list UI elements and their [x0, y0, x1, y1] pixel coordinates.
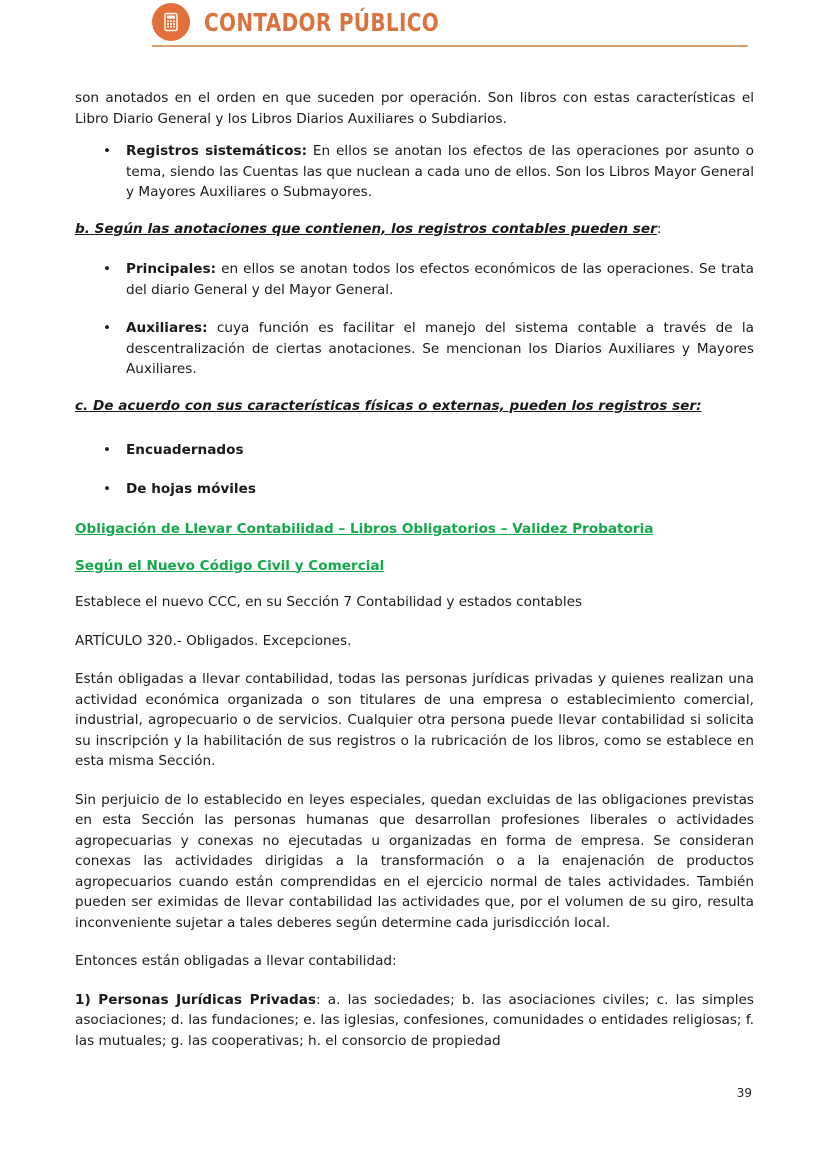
- heading-b-colon: :: [656, 220, 662, 237]
- bullet-glyph: •: [103, 261, 112, 277]
- heading-c-marker: c.: [75, 397, 89, 414]
- bullet-glyph: •: [103, 143, 112, 159]
- bullet-glyph: •: [103, 442, 112, 458]
- header-divider: [152, 45, 748, 47]
- bullet-glyph: •: [103, 480, 112, 497]
- item-text-personas-juridicas: : a. las sociedades; b. las asociaciones civiles; c. las simples asociaciones; d. las fundaciones; e. las iglesias, confesiones, comunidades o entidades religiosas; f. las mutuales; g. las cooperativas; h. el consorcio de propiedad: [75, 991, 754, 1049]
- page-header: [0, 0, 828, 56]
- list-item: [75, 440, 754, 461]
- section-heading-obligacion: Obligación de Llevar Contabilidad – Libros Obligatorios – Validez Probatoria: [75, 521, 654, 537]
- list-item: [75, 259, 754, 300]
- list-item-label: Auxiliares:: [126, 320, 208, 336]
- page-number: 39: [736, 1086, 752, 1100]
- heading-c: [75, 396, 754, 417]
- list-item: [75, 318, 754, 380]
- paragraph-continued: son anotados en el orden en que suceden por operación. Son libros con estas características el Libro Diario General y los Libros Diarios Auxiliares o Subdiarios.: [75, 90, 754, 127]
- heading-b-marker: b.: [75, 220, 90, 237]
- paragraph-sin-perjuicio: Sin perjuicio de lo establecido en leyes especiales, quedan excluidas de las obligaciones previstas en esta Sección las personas humanas que desarrollan profesiones liberales o actividades agropecuarias y conexas no ejecutadas u organizadas en forma de empresa. Se consideran conexas las actividades dirigidas a la transformación o a la enajenación de productos agropecuarios cuando están comprendidas en el ejercicio normal de tales actividades. También pueden ser eximidas de llevar contabilidad las actividades que, por el volumen de su giro, resulta inconveniente sujetar a tales deberes según determine cada jurisdicción local.: [75, 791, 754, 931]
- section-heading-codigo: Según el Nuevo Código Civil y Comercial: [75, 557, 385, 574]
- bullet-glyph: •: [103, 320, 112, 336]
- calculator-icon: [152, 3, 190, 41]
- list-item-text: en ellos se anotan todos los efectos económicos de las operaciones. Se trata del diario General y del Mayor General.: [126, 261, 754, 298]
- bullet-list-registros: [75, 141, 754, 203]
- heading-b-text: Según las anotaciones que contienen, los registros contables pueden ser: [94, 220, 657, 237]
- brand-title: CONTADOR PÚBLICO: [204, 7, 440, 37]
- heading-c-text: De acuerdo con sus características físicas o externas, pueden los registros ser:: [92, 397, 702, 414]
- item-label-personas-juridicas: 1) Personas Jurídicas Privadas: [75, 991, 316, 1008]
- paragraph-establece: Establece el nuevo CCC, en su Sección 7 Contabilidad y estados contables: [75, 594, 583, 610]
- list-item-label: Encuadernados: [126, 442, 244, 458]
- paragraph-articulo-320: ARTÍCULO 320.- Obligados. Excepciones.: [75, 632, 352, 649]
- list-item: [75, 479, 754, 500]
- header-brand: [152, 2, 748, 42]
- list-item-label: Principales:: [126, 261, 217, 277]
- list-item-label: Registros sistemáticos:: [126, 143, 308, 159]
- bullet-list-anotaciones: [75, 259, 754, 380]
- paragraph-entonces: Entonces están obligadas a llevar contabilidad:: [75, 953, 397, 969]
- paragraph-estan-obligadas: Están obligadas a llevar contabilidad, todas las personas jurídicas privadas y quienes realizan una actividad económica organizada o son titulares de una empresa o establecimiento comercial, industrial, agropecuario o de servicios. Cualquier otra persona puede llevar contabilidad si solicita su inscripción y la habilitación de sus registros o la rubricación de los libros, como se establece en esta misma Sección.: [75, 671, 754, 769]
- bullet-list-fisicas: [75, 440, 754, 499]
- list-item-text: En ellos se anotan los efectos de las operaciones por asunto o tema, siendo las Cuentas las que nuclean a cada uno de ellos. Son los Libros Mayor General y Mayores Auxiliares o Submayores.: [126, 143, 754, 200]
- paragraph-personas-juridicas: [75, 990, 754, 1052]
- heading-b: [75, 219, 754, 240]
- list-item-text: cuya función es facilitar el manejo del sistema contable a través de la descentralización de ciertas anotaciones. Se mencionan los Diarios Auxiliares y Mayores Auxiliares.: [126, 320, 754, 377]
- document-content: [75, 88, 754, 1063]
- list-item-label: De hojas móviles: [126, 480, 256, 497]
- list-item: [75, 141, 754, 203]
